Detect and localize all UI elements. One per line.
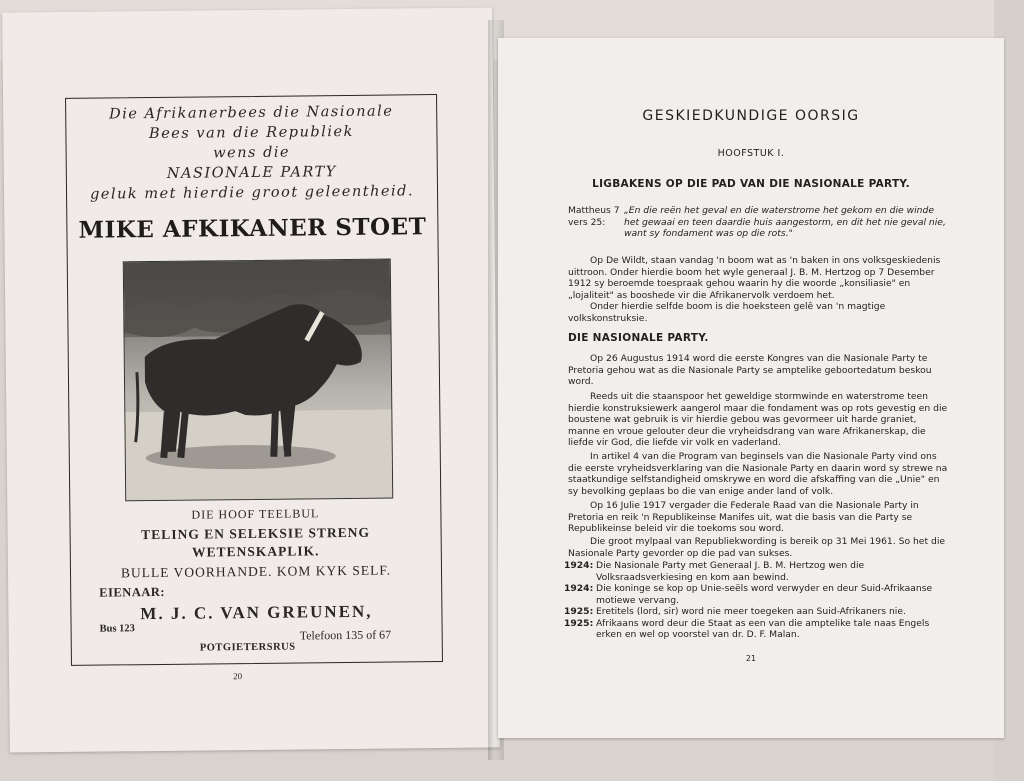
intro-line: Die Afrikanerbees die Nasionale: [108, 103, 394, 123]
milestone-year: 1925:: [564, 606, 594, 617]
paragraph: [568, 255, 950, 301]
paragraph-text: In artikel 4 van die Program van beginsels van die Nasionale Party vind ons die eerste vryheidsverklaring van die Nasionale Party en daarin word sy strewe na staatkundige selfstandigheid omskrywe en word die afskaffing van die „Unie" en sy bevolking geplaas bo die van enige ander land of volk.: [568, 451, 948, 497]
list-item: [564, 583, 954, 606]
list-item: [564, 618, 954, 641]
section-heading: DIE NASIONALE PARTY.: [568, 332, 709, 344]
town: POTGIETERSRUS: [199, 641, 296, 654]
ad-intro: [66, 101, 437, 205]
intro-line: wens die: [213, 144, 291, 162]
quote-reference: Mattheus 7 vers 25:: [568, 205, 620, 228]
scripture-quote: [568, 205, 950, 240]
bull-photo-image: [124, 260, 392, 501]
paragraph-text: Onder hierdie selfde boom is die hoeksteen gelê van 'n magtige volkskonstruksie.: [568, 301, 886, 324]
milestone-text: Die koninge se kop op Unie-seëls word verwyder en deur Suid-Afrikaanse motiewe vervang.: [596, 583, 933, 606]
milestone-year: 1925:: [564, 617, 594, 629]
paragraph-text: Op 16 Julie 1917 vergader die Federale Raad van die Nasionale Party in Pretoria en reik 'n Republikeinse Manifes uit, wat die basis van die Party se Republikeinse beleid vir die toekoms sou word.: [568, 500, 919, 534]
paragraph-text: Op 26 Augustus 1914 word die eerste Kongres van die Nasionale Party te Pretoria gehou wat as die Nasionale Party se amptelike geboortedatum beskou word.: [568, 353, 932, 387]
section-heading: LIGBAKENS OP DIE PAD VAN DIE NASIONALE PARTY.: [592, 178, 910, 190]
postbox: Bus 123: [99, 623, 135, 635]
list-item: [564, 606, 954, 618]
page-number: 21: [745, 654, 757, 663]
paragraph: [568, 353, 950, 388]
page-number: 20: [233, 671, 243, 682]
chapter-label: HOOFSTUK I.: [717, 148, 785, 159]
intro-line: NASIONALE PARTY: [166, 164, 337, 182]
milestone-year: 1924:: [564, 560, 594, 571]
milestone-list: [564, 560, 954, 641]
paragraph: [568, 500, 950, 535]
page-title: GESKIEDKUNDIGE OORSIG: [642, 108, 860, 124]
paragraph-text: Reeds uit die staanspoor het geweldige stormwinde en waterstrome teen hierdie konstruksiewerk aangerol maar die fondament was op rots gevestig en die boustene wat gebruik is vir hierdie gebou was gevormeer uit harde graniet, manne en vroue gelouter deur die vryheidsdrang van ware Afrikanerskap, die liefde vir God, die liefde vir volk en vaderland.: [568, 391, 948, 448]
paragraph: [568, 301, 950, 324]
owner-label: EIENAAR:: [99, 584, 166, 600]
advertisement-frame: [65, 94, 443, 666]
bull-photo: [123, 259, 393, 502]
quote-text: „En die reën het geval en die waterstrome het gekom en die winde het gewaai en teen daardie huis aangestorm, en dit het nie geval nie, want sy fondament was op die rots.": [624, 205, 946, 239]
paragraph: [568, 451, 950, 497]
milestone-text: Afrikaans word deur die Staat as een van die amptelike tale naas Engels erken en wel op voorstel van dr. D. F. Malan.: [596, 617, 930, 640]
phone: Telefoon 135 of 67: [299, 627, 392, 643]
stud-name: MIKE AFKIKANER STOET: [78, 213, 427, 244]
bulls-line: BULLE VOORHANDE. KOM KYK SELF.: [120, 562, 392, 581]
paragraph-text: Die groot mylpaal van Republiekwording is bereik op 31 Mei 1961. So het die Nasionale Party gevorder op die pad van sukses.: [568, 536, 946, 559]
paragraph-text: Op De Wildt, staan vandag 'n boom wat as 'n baken in ons volksgeskiedenis uittroon. Onder hierdie boom het wyle generaal J. B. M. Hertzog op 7 Desember 1912 sy beroemde toespraak gehou waarin hy die woorde „konsiliasie" en „lojaliteit" as booshede vir die Afrikanervolk verdoem het.: [568, 255, 941, 301]
paragraph: [568, 536, 950, 559]
photo-caption: DIE HOOF TEELBUL: [191, 506, 320, 522]
milestone-text: Die Nasionale Party met Generaal J. B. M. Hertzog wen die Volksraadsverkiesing en kom aan bewind.: [596, 560, 865, 583]
breeding-line: TELING EN SELEKSIE STRENG: [141, 524, 371, 543]
intro-line: geluk met hierdie groot geleentheid.: [89, 183, 415, 203]
right-page: [498, 38, 1004, 738]
owner-name: M. J. C. VAN GREUNEN,: [140, 601, 373, 624]
breeding-line: WETENSKAPLIK.: [192, 543, 320, 560]
intro-line: Bees van die Republiek: [148, 123, 354, 143]
left-page: [2, 7, 500, 752]
milestone-year: 1924:: [564, 583, 594, 594]
list-item: [564, 560, 954, 583]
milestone-text: Eretitels (lord, sir) word nie meer toegeken aan Suid-Afrikaners nie.: [596, 606, 906, 617]
paragraph: [568, 391, 950, 449]
